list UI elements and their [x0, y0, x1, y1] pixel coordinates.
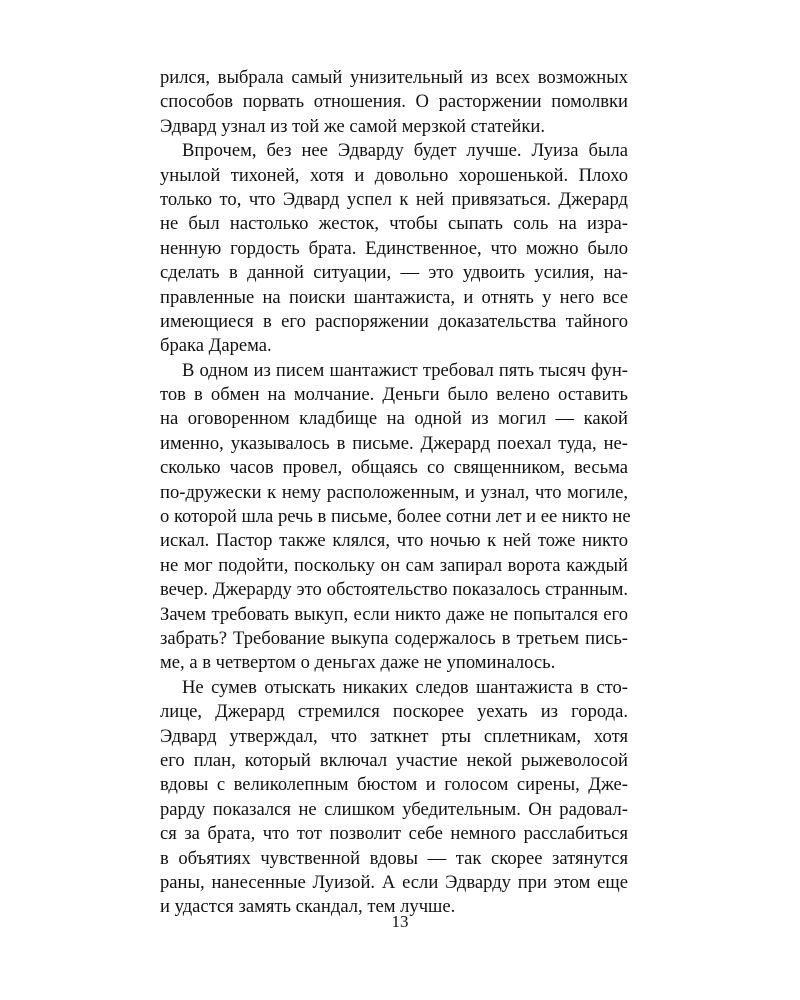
text-line: вдовы с великолепным бюстом и голосом сирены, Дже-: [160, 774, 628, 796]
text-line: Зачем требовать выкуп, если никто даже не попытался его: [160, 603, 628, 625]
text-line: Эдвард узнал из той же самой мерзкой статейки.: [160, 115, 545, 137]
text-line: правленные на поиски шантажиста, и отнять у него все: [160, 286, 628, 308]
text-line: искал. Пастор также клялся, что ночью к ней тоже никто: [160, 530, 628, 552]
text-line: тов в обмен на молчание. Деньги было велено оставить: [160, 384, 628, 406]
text-line: забрать? Требование выкупа содержалось в третьем пись-: [160, 627, 628, 649]
text-line: Не сумев отыскать никаких следов шантажиста в сто-: [182, 676, 628, 698]
text-line: способов порвать отношения. О расторжении помолвки: [160, 91, 628, 113]
text-line: и удастся замять скандал, тем лучше.: [160, 896, 456, 918]
text-line: именно, указывалось в письме. Джерард поехал туда, не-: [160, 432, 628, 454]
text-line: Впрочем, без нее Эдварду будет лучше. Луиза была: [182, 140, 628, 162]
text-line: на оговоренном кладбище на одной из могил — какой: [160, 408, 628, 430]
text-line: Эдвард утверждал, что заткнет рты сплетникам, хотя: [160, 725, 628, 747]
text-line: имеющиеся в его распоряжении доказательства тайного: [160, 310, 628, 332]
text-line: не был настолько жесток, чтобы сыпать соль на изра-: [160, 213, 628, 235]
text-line: В одном из писем шантажист требовал пять тысяч фун-: [182, 359, 628, 381]
text-line: вечер. Джерарду это обстоятельство показалось странным.: [160, 579, 628, 601]
text-line: только то, что Эдвард успел к ней привязаться. Джерард: [160, 188, 628, 210]
page-number: 13: [391, 912, 409, 931]
text-line: в объятиях чувственной вдовы — так скорее затянутся: [160, 847, 628, 869]
text-line: его план, который включал участие некой рыжеволосой: [160, 749, 628, 771]
text-line: ненную гордость брата. Единственное, что можно было: [160, 237, 628, 259]
text-line: не мог подойти, поскольку он сам запирал ворота каждый: [160, 554, 628, 576]
text-line: рарду показался не слишком убедительным. Он радовал-: [160, 798, 628, 820]
text-line: ся за брата, что тот позволит себе немного расслабиться: [160, 823, 628, 845]
text-line: раны, нанесенные Луизой. А если Эдварду при этом еще: [160, 871, 628, 893]
text-line: сделать в данной ситуации, — это удвоить усилия, на-: [160, 262, 628, 284]
text-line: ме, а в четвертом о деньгах даже не упоминалось.: [160, 652, 556, 674]
text-line: сколько часов провел, общаясь со священником, весьма: [160, 457, 628, 479]
text-line: унылой тихоней, хотя и довольно хорошенькой. Плохо: [160, 164, 628, 186]
text-line: по-дружески к нему расположенным, и узнал, что могиле,: [160, 481, 628, 503]
text-line: брака Дарема.: [160, 335, 272, 357]
text-line: рился, выбрала самый унизительный из всех возможных: [160, 67, 628, 88]
text-line: лице, Джерард стремился поскорее уехать из города.: [160, 701, 628, 723]
text-line: о которой шла речь в письме, более сотни лет и ее никто не: [160, 506, 631, 528]
book-page-text: [160, 66, 631, 920]
